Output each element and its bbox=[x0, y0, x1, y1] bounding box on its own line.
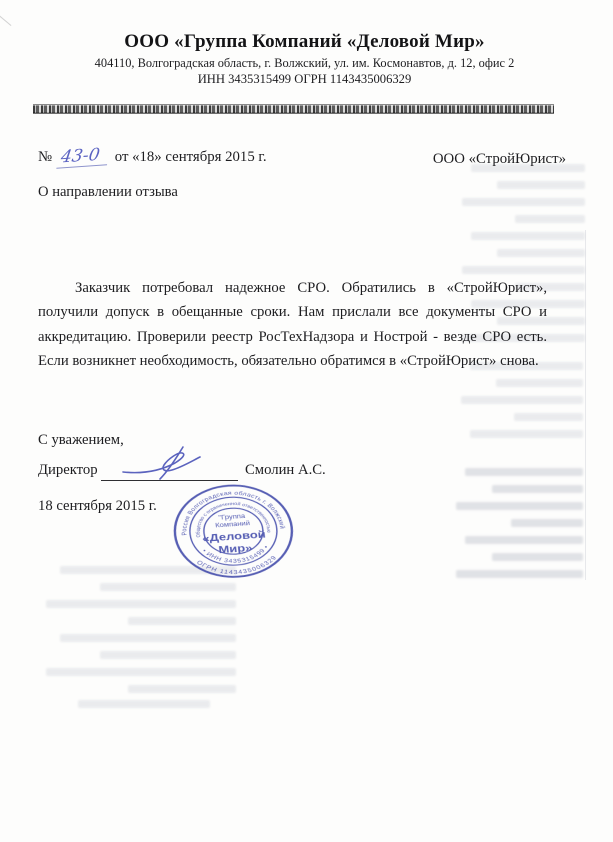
bleedthrough-artifact bbox=[455, 362, 583, 447]
stamp-outer-ring-top-text: Россия Волгоградская область г. Волжский bbox=[180, 490, 286, 536]
scan-scratch-artifact bbox=[0, 15, 11, 26]
stamp-inner-ring-top-text: Общество с ограниченной ответственностью bbox=[196, 502, 271, 538]
recipient-name: ООО «СтройЮрист» bbox=[432, 151, 566, 167]
reference-number-prefix: № bbox=[38, 149, 53, 165]
reference-line bbox=[38, 144, 267, 168]
signature-ink bbox=[120, 445, 230, 485]
bleedthrough-artifact bbox=[60, 700, 210, 717]
letterhead-separator-bar bbox=[33, 104, 554, 114]
bleedthrough-artifact bbox=[36, 566, 236, 702]
signatory-name: Смолин А.С. bbox=[245, 462, 326, 478]
stamp-inner-ring-bottom-text: • ИНН 3435315499 • bbox=[200, 544, 271, 565]
letter-date: 18 сентября 2015 г. bbox=[38, 498, 157, 514]
stamp-outer-ring-bottom-text: ОГРН 1143435006329 bbox=[194, 554, 279, 576]
bleedthrough-artifact bbox=[449, 468, 583, 587]
letter-subject: О направлении отзыва bbox=[38, 184, 178, 200]
closing-salutation: С уважением, bbox=[38, 432, 124, 448]
reference-date: от «18» сентября 2015 г. bbox=[114, 149, 267, 165]
handwritten-reference-number: 43-0 bbox=[56, 146, 110, 168]
letter-body: Заказчик потребовал надежное СРО. Обратились в «СтройЮрист», получили допуск в обещанные сроки. Нам прислали все документы СРО и аккредитацию. Проверили реестр РосТехНадзора и Нострой - везде СРО есть. Если возникнет необходимость, обязательно обратимся в «СтройЮрист» снова. bbox=[38, 280, 547, 370]
stamp-center-line-3: «Деловой bbox=[201, 528, 267, 545]
company-name: ООО «Группа Компаний «Деловой Мир» bbox=[124, 31, 485, 52]
stamp-center-line-1: "Группа bbox=[218, 513, 246, 522]
company-stamp-icon bbox=[166, 479, 300, 584]
company-registration: ИНН 3435315499 ОГРН 1143435006329 bbox=[197, 72, 412, 86]
stamp-center-line-4: Мир» bbox=[217, 542, 253, 556]
signatory-title: Директор bbox=[38, 462, 98, 478]
bleedthrough-line-artifact bbox=[585, 230, 586, 580]
company-address: 404110, Волгоградская область, г. Волжский, ул. им. Космонавтов, д. 12, офис 2 bbox=[94, 56, 515, 70]
letterhead bbox=[36, 31, 573, 87]
stamp-center-line-2: Компаний bbox=[215, 520, 251, 530]
